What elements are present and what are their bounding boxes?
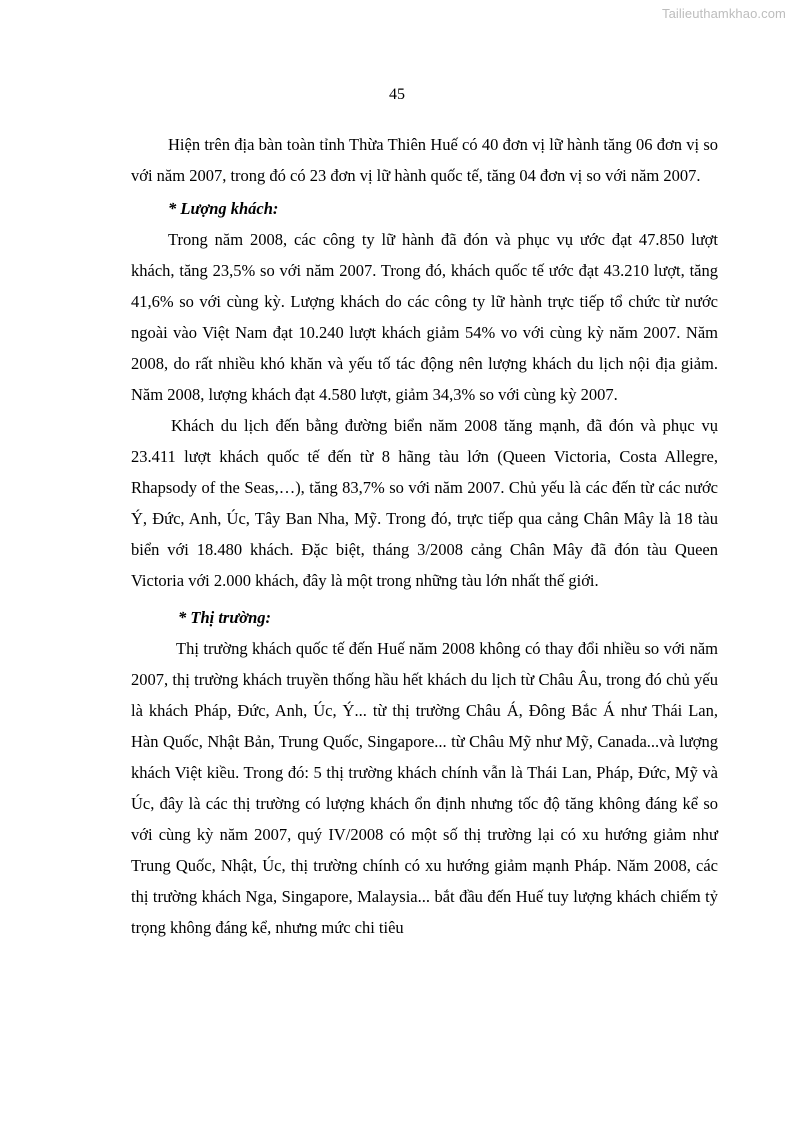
paragraph-sea-visitors: Khách du lịch đến bằng đường biển năm 2008 tăng mạnh, đã đón và phục vụ 23.411 lượt khách quốc tế đến từ 8 hãng tàu lớn (Queen Victoria, Costa Allegre, Rhapsody of the Seas,…), tăng 83,7% so với năm 2007. Chủ yếu là các đến từ các nước Ý, Đức, Anh, Úc, Tây Ban Nha, Mỹ. Trong đó, trực tiếp qua cảng Chân Mây là 18 tàu biển với 18.480 khách. Đặc biệt, tháng 3/2008 cảng Chân Mây đã đón tàu Queen Victoria với 2.000 khách, đây là một trong những tàu lớn nhất thế giới. xyxy=(131,416,718,590)
heading-visitor-volume-colon: : xyxy=(272,199,279,218)
paragraph-visitor-volume: Trong năm 2008, các công ty lữ hành đã đón và phục vụ ước đạt 47.850 lượt khách, tăng 23,5% so với năm 2007. Trong đó, khách quốc tế ước đạt 43.210 lượt, tăng 41,6% so với cùng kỳ. Lượng khách do các công ty lữ hành trực tiếp tổ chức từ nước ngoài vào Việt Nam đạt 10.240 lượt khách giảm 54% vo với cùng kỳ năm 2007. Năm 2008, do rất nhiều khó khăn và yếu tố tác động nên lượng khách du lịch nội địa giảm. Năm 2008, lượng khách đạt 4.580 lượt, giảm 34,3% so với cùng kỳ 2007. xyxy=(131,230,718,404)
heading-visitor-volume xyxy=(131,193,718,224)
heading-visitor-volume-label: * Lượng khách xyxy=(168,199,273,218)
watermark-text: Tailieuthamkhao.com xyxy=(661,6,786,21)
paragraph-travel-agencies: Hiện trên địa bàn toàn tỉnh Thừa Thiên Huế có 40 đơn vị lữ hành tăng 06 đơn vị so với năm 2007, trong đó có 23 đơn vị lữ hành quốc tế, tăng 04 đơn vị so với năm 2007. xyxy=(131,135,718,185)
paragraph-market: Thị trường khách quốc tế đến Huế năm 2008 không có thay đổi nhiều so với năm 2007, thị trường khách truyền thống hầu hết khách du lịch từ Châu Âu, trong đó chủ yếu là khách Pháp, Đức, Anh, Úc, Ý... từ thị trường Châu Á, Đông Bắc Á như Thái Lan, Hàn Quốc, Nhật Bản, Trung Quốc, Singapore... từ Châu Mỹ như Mỹ, Canada...và lượng khách Việt kiều. Trong đó: 5 thị trường khách chính vẫn là Thái Lan, Pháp, Đức, Mỹ và Úc, đây là các thị trường có lượng khách ổn định nhưng tốc độ tăng không đáng kể so với cùng kỳ năm 2007, quý IV/2008 có một số thị trường lại có xu hướng giảm như Trung Quốc, Nhật, Úc, thị trường chính có xu hướng giảm mạnh Pháp. Năm 2008, các thị trường khách Nga, Singapore, Malaysia... bắt đầu đến Huế tuy lượng khách chiếm tỷ trọng không đáng kể, nhưng mức chi tiêu xyxy=(131,639,718,937)
page-number: 45 xyxy=(389,86,405,103)
document-body xyxy=(131,129,718,943)
heading-market: * Thị trường: xyxy=(178,608,272,627)
